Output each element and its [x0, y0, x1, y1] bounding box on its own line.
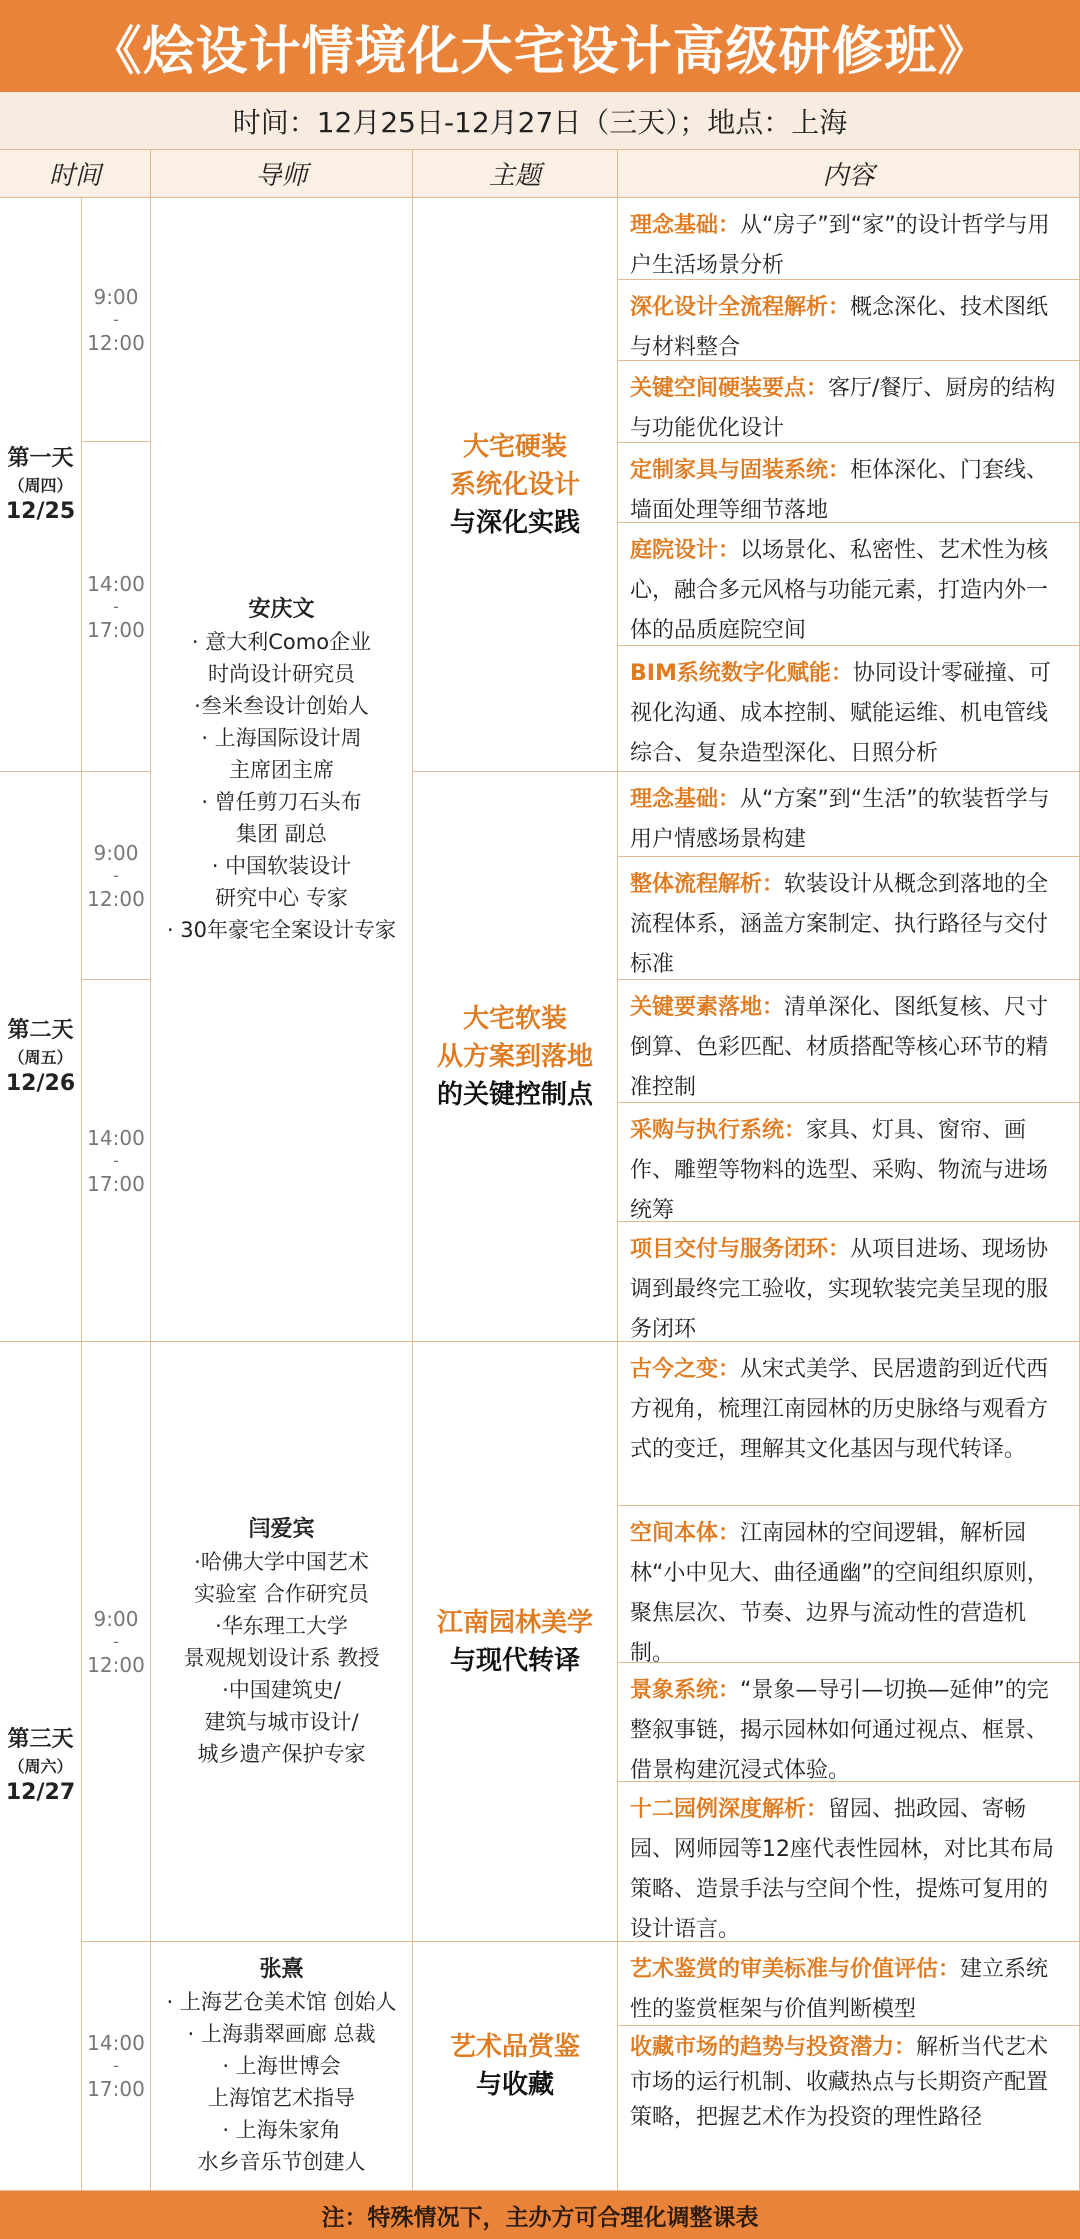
content-key: 理念基础： — [630, 787, 741, 812]
session-time — [82, 1942, 151, 2191]
content-text: 从“方案”到“生活”的软装哲学与用户情感场景构建 — [630, 787, 1050, 852]
topic-title: 从方案到落地 — [436, 1041, 593, 1072]
content-item — [618, 523, 1080, 646]
tutor-credential: · 30年豪宅全案设计专家 — [166, 917, 397, 942]
content-item — [618, 198, 1080, 280]
day-label: 第三天 — [7, 1727, 74, 1752]
content-key: 艺术鉴赏的审美标准与价值评估： — [630, 1957, 961, 1982]
day-date: 12/25 — [5, 498, 76, 524]
session-end: 12:00 — [87, 1652, 145, 1677]
tutor-credential: 建筑与城市设计/ — [204, 1709, 359, 1734]
content-key: 古今之变： — [630, 1357, 741, 1382]
day-date: 12/26 — [5, 1070, 76, 1096]
content-key: 空间本体： — [630, 1521, 741, 1546]
content-text: 从项目进场、现场协调到最终完工验收，实现软装完美呈现的服务闭环 — [630, 1237, 1049, 1342]
content-text: 从“房子”到“家”的设计哲学与用户生活场景分析 — [630, 213, 1050, 278]
info-bar — [0, 92, 1080, 150]
content-item — [618, 1782, 1080, 1942]
tutor-credential: 城乡遗产保护专家 — [197, 1741, 366, 1766]
tutor-cell — [151, 198, 413, 1342]
content-text: 留园、拙政园、寄畅园、网师园等12座代表性园林，对比其布局策略、造景手法与空间个性，提炼可复用的设计语言。 — [630, 1797, 1054, 1942]
content-key: 定制家具与固装系统： — [630, 458, 851, 483]
topic-cell — [413, 1342, 618, 1942]
session-start: 14:00 — [87, 2031, 145, 2055]
session-end: 17:00 — [87, 2077, 145, 2101]
content-item — [618, 980, 1080, 1103]
session-time — [82, 198, 151, 442]
content-item — [618, 646, 1080, 772]
content-key: 关键空间硬装要点： — [630, 376, 829, 401]
content-item — [618, 361, 1080, 443]
column-header-label: 导师 — [255, 161, 308, 191]
tutor-name: 闫爱宾 — [248, 1516, 315, 1542]
topic-title: 江南园林美学 — [436, 1607, 593, 1638]
content-item — [618, 1342, 1080, 1506]
column-header-label: 内容 — [822, 161, 875, 191]
tutor-credential: 时尚设计研究员 — [208, 661, 355, 686]
content-key: 庭院设计： — [630, 538, 741, 563]
session-time — [82, 442, 151, 772]
footer-text: 注：特殊情况下，主办方可合理化调整课表 — [321, 2204, 759, 2231]
content-key: 关键要素落地： — [630, 995, 785, 1020]
day-weekday: （周五） — [8, 1047, 73, 1067]
content-text: 协同设计零碰撞、可视化沟通、成本控制、赋能运维、机电管线综合、复杂造型深化、日照分析 — [630, 661, 1051, 766]
content-text: 以场景化、私密性、艺术性为核心，融合多元风格与功能元素，打造内外一体的品质庭院空间 — [630, 538, 1049, 643]
session-separator: - — [113, 596, 119, 616]
tutor-credential: ·中国建筑史/ — [222, 1677, 341, 1702]
column-header — [413, 150, 618, 198]
tutor-credential: · 上海朱家角 — [222, 2118, 341, 2142]
tutor-credential: 主席团主席 — [229, 757, 334, 782]
content-text: 概念深化、技术图纸与材料整合 — [630, 295, 1049, 360]
session-separator: - — [113, 865, 119, 885]
content-item — [618, 280, 1080, 361]
tutor-cell — [151, 1942, 413, 2191]
content-text: 软装设计从概念到落地的全流程体系，涵盖方案制定、执行路径与交付标准 — [630, 872, 1049, 977]
topic-cell — [413, 1942, 618, 2191]
session-time — [82, 1342, 151, 1942]
content-key: BIM系统数字化赋能： — [630, 661, 853, 686]
content-text: 江南园林的空间逻辑，解析园林“小中见大、曲径通幽”的空间组织原则，聚焦层次、节奏、边界与流动性的营造机制。 — [630, 1521, 1049, 1666]
tutor-name: 安庆文 — [248, 596, 315, 622]
tutor-credential: ·叁米叁设计创始人 — [194, 693, 369, 718]
day-label: 第一天 — [7, 445, 74, 471]
tutor-credential: · 上海国际设计周 — [201, 725, 362, 750]
day-cell — [0, 1342, 82, 2191]
day-weekday: （周六） — [8, 1757, 73, 1776]
tutor-credential: ·哈佛大学中国艺术 — [194, 1549, 369, 1574]
tutor-credential: 上海馆艺术指导 — [208, 2086, 355, 2110]
content-key: 采购与执行系统： — [630, 1118, 807, 1143]
content-text: 从宋式美学、民居遗韵到近代西方视角，梳理江南园林的历史脉络与观看方式的变迁，理解其文化基因与现代转译。 — [630, 1357, 1049, 1462]
column-header-label: 时间 — [48, 161, 101, 191]
content-key: 理念基础： — [630, 213, 741, 238]
topic-title: 系统化设计 — [449, 469, 580, 500]
day-cell — [0, 198, 82, 772]
session-end: 17:00 — [87, 617, 145, 642]
session-start: 9:00 — [93, 284, 139, 309]
content-item — [618, 2026, 1080, 2191]
session-time — [82, 980, 151, 1342]
tutor-credential: 景观规划设计系 教授 — [183, 1645, 380, 1670]
session-start: 9:00 — [93, 840, 139, 865]
content-item — [618, 1103, 1080, 1222]
day-label: 第二天 — [7, 1017, 74, 1043]
tutor-credential: 集团 副总 — [236, 821, 327, 846]
tutor-credential: ·华东理工大学 — [215, 1613, 348, 1638]
topic-subtitle: 与现代转译 — [449, 1645, 580, 1676]
content-text: “景象—导引—切换—延伸”的完整叙事链，揭示园林如何通过视点、框景、借景构建沉浸式体验。 — [630, 1678, 1049, 1783]
tutor-cell — [151, 1342, 413, 1942]
page-title: 《烩设计情境化大宅设计高级研修班》 — [89, 21, 991, 82]
content-item — [618, 1506, 1080, 1666]
content-text: 清单深化、图纸复核、尺寸倒算、色彩匹配、材质搭配等核心环节的精准控制 — [630, 995, 1049, 1100]
content-text: 家具、灯具、窗帘、画作、雕塑等物料的选型、采购、物流与进场统筹 — [630, 1118, 1049, 1223]
content-text: 客厅/餐厅、厨房的结构与功能优化设计 — [630, 376, 1056, 441]
content-key: 景象系统： — [630, 1678, 741, 1703]
session-separator: - — [113, 309, 119, 329]
column-header-label: 主题 — [488, 161, 541, 191]
topic-cell — [413, 772, 618, 1342]
tutor-credential: 水乡音乐节创建人 — [197, 2150, 366, 2174]
column-header — [151, 150, 413, 198]
session-separator: - — [113, 1150, 119, 1170]
time-location: 时间：12月25日-12月27日（三天）；地点：上海 — [232, 105, 848, 139]
content-key: 十二园例深度解析： — [630, 1797, 829, 1822]
session-separator: - — [113, 2056, 119, 2075]
session-time — [82, 772, 151, 980]
footer-note — [0, 2191, 1080, 2239]
column-header — [0, 150, 151, 198]
topic-title: 大宅硬装 — [462, 431, 567, 462]
session-end: 12:00 — [87, 886, 145, 911]
topic-title: 艺术品赏鉴 — [449, 2032, 580, 2062]
content-key: 整体流程解析： — [630, 872, 785, 897]
content-item — [618, 857, 1080, 980]
tutor-credential: · 上海世博会 — [222, 2054, 341, 2078]
day-date: 12/27 — [5, 1780, 76, 1805]
tutor-credential: · 上海翡翠画廊 总裁 — [187, 2022, 376, 2046]
session-start: 14:00 — [87, 1125, 145, 1150]
session-end: 12:00 — [87, 330, 145, 355]
tutor-credential: · 中国软装设计 — [211, 853, 352, 878]
session-separator: - — [113, 1631, 119, 1651]
tutor-name: 张熹 — [259, 1957, 304, 1982]
tutor-credential: · 意大利Como企业 — [191, 629, 372, 654]
tutor-credential: · 上海艺仓美术馆 创始人 — [166, 1990, 397, 2014]
schedule-table — [0, 150, 1080, 2191]
tutor-credential: 实验室 合作研究员 — [194, 1581, 369, 1606]
title-bar — [0, 0, 1080, 92]
topic-subtitle: 与深化实践 — [449, 507, 580, 538]
content-key: 深化设计全流程解析： — [630, 295, 851, 320]
content-text: 柜体深化、门套线、墙面处理等细节落地 — [630, 458, 1049, 523]
content-text: 建立系统性的鉴赏框架与价值判断模型 — [630, 1957, 1049, 2022]
day-cell — [0, 772, 82, 1342]
column-header — [618, 150, 1080, 198]
content-key: 收藏市场的趋势与投资潜力： — [630, 2035, 917, 2060]
session-start: 14:00 — [87, 571, 145, 596]
content-item — [618, 443, 1080, 523]
topic-subtitle: 与收藏 — [475, 2070, 554, 2100]
day-weekday: （周四） — [8, 475, 73, 495]
content-item — [618, 772, 1080, 857]
topic-title: 大宅软装 — [462, 1003, 567, 1034]
session-start: 9:00 — [93, 1606, 139, 1631]
session-end: 17:00 — [87, 1171, 145, 1196]
content-text: 解析当代艺术市场的运行机制、收藏热点与长期资产配置策略，把握艺术作为投资的理性路径 — [630, 2035, 1049, 2130]
topic-cell — [413, 198, 618, 772]
content-item — [618, 1942, 1080, 2026]
tutor-credential: · 曾任剪刀石头布 — [201, 789, 362, 814]
content-item — [618, 1222, 1080, 1342]
content-item — [618, 1663, 1080, 1782]
content-key: 项目交付与服务闭环： — [630, 1237, 851, 1262]
topic-subtitle: 的关键控制点 — [436, 1079, 593, 1110]
tutor-credential: 研究中心 专家 — [215, 885, 348, 910]
